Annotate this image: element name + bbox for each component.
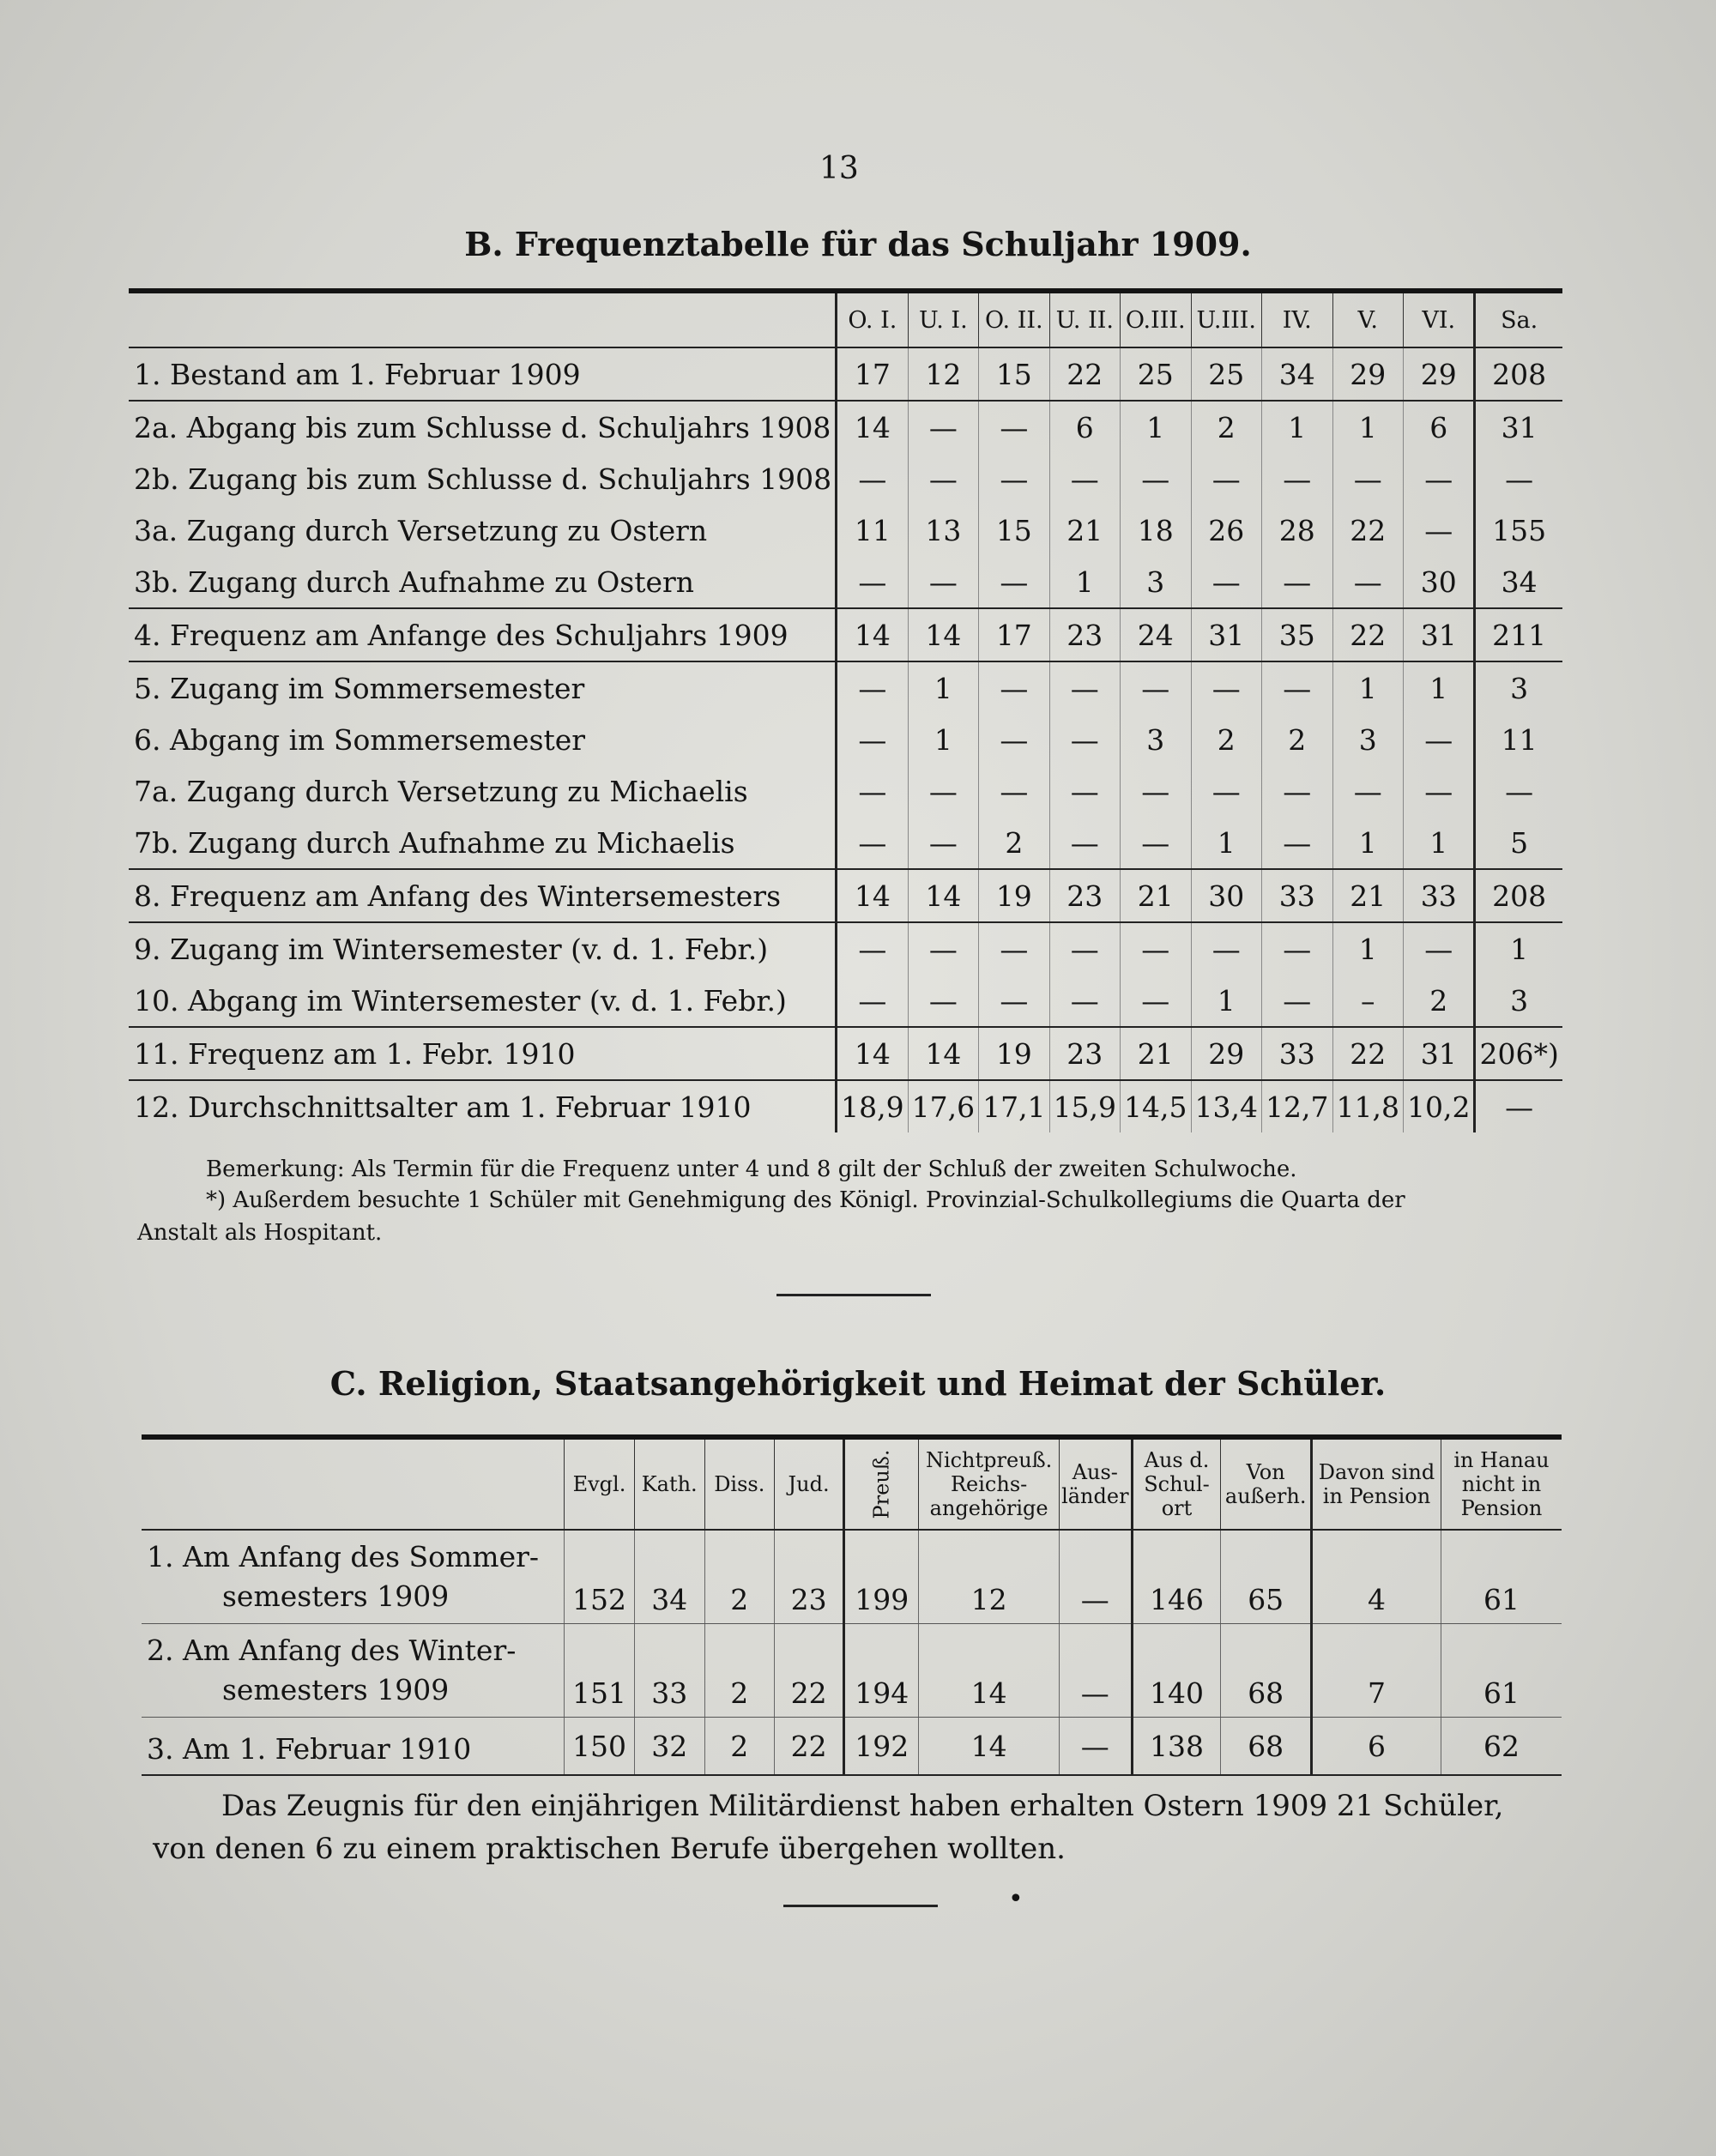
table-cell: 6 — [1311, 1718, 1441, 1776]
table-cell: 1 — [908, 661, 978, 714]
table-cell: 22 — [1049, 347, 1120, 401]
table-cell: — — [1060, 1530, 1132, 1624]
table-cell: — — [1121, 661, 1191, 714]
table-cell: 206*) — [1475, 1027, 1562, 1080]
table-row — [129, 347, 1562, 401]
table-row — [142, 1624, 1562, 1718]
table-cell: — — [1403, 453, 1474, 504]
table-cell: 34 — [634, 1530, 704, 1624]
table-cell: — — [1475, 453, 1562, 504]
row-label: 11. Frequenz am 1. Febr. 1910 — [129, 1027, 837, 1080]
table-cell: — — [1049, 817, 1120, 869]
table-cell: — — [908, 817, 978, 869]
table-cell: 25 — [1191, 347, 1261, 401]
table-cell: 17 — [979, 608, 1049, 661]
row-label: 8. Frequenz am Anfang des Wintersemesters — [129, 869, 837, 922]
table-cell: 21 — [1121, 1027, 1191, 1080]
table-cell: 12 — [908, 347, 978, 401]
table-cell: 14 — [908, 608, 978, 661]
table-cell: 1 — [1475, 922, 1562, 975]
table-cell: 150 — [565, 1718, 635, 1776]
table-cell: 138 — [1132, 1718, 1221, 1776]
row-label — [142, 1718, 565, 1776]
table-row — [129, 975, 1562, 1027]
table-cell: 22 — [774, 1624, 843, 1718]
column-header: Sa. — [1475, 291, 1562, 347]
table-cell: 152 — [565, 1530, 635, 1624]
table-cell: 1 — [1262, 401, 1332, 453]
table-cell: 21 — [1332, 869, 1403, 922]
table-cell: 19 — [979, 1027, 1049, 1080]
table-cell: — — [1049, 453, 1120, 504]
table-cell: — — [1332, 556, 1403, 608]
table-cell: 35 — [1262, 608, 1332, 661]
page-number: 13 — [819, 151, 859, 186]
table-cell: — — [1191, 765, 1261, 817]
table-cell: 34 — [1475, 556, 1562, 608]
table-cell: 11 — [837, 504, 908, 556]
table-row — [129, 1080, 1562, 1132]
row-label-line: semesters 1909 — [222, 1673, 450, 1706]
label-column-header — [142, 1437, 565, 1530]
table-cell: — — [1262, 765, 1332, 817]
row-label: 3a. Zugang durch Versetzung zu Ostern — [134, 513, 708, 547]
table-row — [129, 765, 1562, 817]
table-cell: 6 — [1403, 401, 1474, 453]
table-cell: — — [1049, 714, 1120, 765]
table-cell: 208 — [1475, 347, 1562, 401]
table-cell: 1 — [1332, 661, 1403, 714]
table-cell: — — [979, 975, 1049, 1027]
frequency-table — [129, 288, 1562, 1132]
table-cell: 3 — [1121, 714, 1191, 765]
remark-note: Bemerkung: Als Termin für die Frequenz unter 4 und 8 gilt der Schluß der zweiten Schulwoche. — [206, 1157, 1297, 1182]
table-cell: — — [1049, 661, 1120, 714]
table-row — [129, 869, 1562, 922]
table-cell: — — [908, 556, 978, 608]
table-cell: 23 — [774, 1530, 843, 1624]
table-cell: — — [908, 922, 978, 975]
table-cell: 1 — [1121, 401, 1191, 453]
closing-paragraph-line1: Das Zeugnis für den einjährigen Militärdienst haben erhalten Ostern 1909 21 Schüler, — [221, 1789, 1504, 1823]
table-cell: 10,2 — [1403, 1080, 1474, 1132]
table-cell: 23 — [1049, 608, 1120, 661]
table-cell: — — [837, 975, 908, 1027]
row-label: 6. Abgang im Sommersemester — [134, 722, 586, 757]
column-header: Evgl. — [565, 1437, 635, 1530]
table-cell: 28 — [1262, 504, 1332, 556]
table-cell: 30 — [1403, 556, 1474, 608]
table-cell: — — [1332, 453, 1403, 504]
column-header: O.III. — [1121, 291, 1191, 347]
column-header: Aus d. Schul-ort — [1132, 1437, 1221, 1530]
column-header: Davon sind in Pension — [1311, 1437, 1441, 1530]
table-cell: 23 — [1049, 869, 1120, 922]
column-header: U. II. — [1049, 291, 1120, 347]
table-cell: 11,8 — [1332, 1080, 1403, 1132]
table-row — [129, 453, 1562, 504]
table-cell: — — [979, 453, 1049, 504]
table-cell: — — [837, 817, 908, 869]
table-row — [142, 1530, 1562, 1624]
table-cell: 22 — [1332, 1027, 1403, 1080]
section-b-title: B. Frequenztabelle für das Schuljahr 1909. — [464, 225, 1252, 263]
column-header: Nichtpreuß. Reichs-angehörige — [919, 1437, 1060, 1530]
row-label: 9. Zugang im Wintersemester (v. d. 1. Febr.) — [134, 932, 769, 966]
row-label: 10. Abgang im Wintersemester (v. d. 1. Febr.) — [129, 975, 837, 1027]
table-cell: 2 — [1262, 714, 1332, 765]
table-cell: 14 — [908, 1027, 978, 1080]
table-cell: — — [1191, 661, 1261, 714]
table-cell: 155 — [1475, 504, 1562, 556]
table-cell: — — [1049, 975, 1120, 1027]
column-header: U.III. — [1191, 291, 1261, 347]
column-header: O. I. — [837, 291, 908, 347]
table-cell: 21 — [1121, 869, 1191, 922]
religion-table-header — [142, 1437, 1562, 1530]
table-cell: 18,9 — [837, 1080, 908, 1132]
table-cell: 65 — [1221, 1530, 1312, 1624]
table-cell: 30 — [1191, 869, 1261, 922]
section-c-title: C. Religion, Staatsangehörigkeit und Heimat der Schüler. — [329, 1364, 1387, 1403]
table-cell: — — [1262, 661, 1332, 714]
religion-table — [142, 1434, 1562, 1776]
frequency-table-header — [129, 291, 1562, 347]
row-label: 4. Frequenz am Anfange des Schuljahrs 1909 — [129, 608, 837, 661]
table-cell: — — [837, 661, 908, 714]
table-cell: — — [908, 401, 978, 453]
row-label: 1. Bestand am 1. Februar 1909 — [129, 347, 837, 401]
table-cell: — — [1121, 453, 1191, 504]
table-cell: — — [1191, 556, 1261, 608]
table-cell: 21 — [1049, 504, 1120, 556]
table-cell: 61 — [1441, 1530, 1562, 1624]
footer-mark: • — [1008, 1884, 1024, 1914]
column-header: IV. — [1262, 291, 1332, 347]
column-header: O. II. — [979, 291, 1049, 347]
column-header: Preuß. — [844, 1437, 919, 1530]
column-header: Diss. — [704, 1437, 774, 1530]
table-cell: 1 — [1049, 556, 1120, 608]
row-label: 7b. Zugang durch Aufnahme zu Michaelis — [129, 817, 837, 869]
table-cell: — — [1191, 922, 1261, 975]
table-cell: 140 — [1132, 1624, 1221, 1718]
table-cell: 34 — [1262, 347, 1332, 401]
table-cell: 22 — [1332, 608, 1403, 661]
row-label: 2b. Zugang bis zum Schlusse d. Schuljahrs 1908 — [134, 462, 832, 496]
row-label: 12. Durchschnittsalter am 1. Februar 1910 — [134, 1090, 752, 1124]
table-cell: 3 — [1475, 661, 1562, 714]
table-cell: 33 — [1262, 1027, 1332, 1080]
table-cell: — — [1403, 504, 1474, 556]
table-cell: — — [837, 453, 908, 504]
table-cell: 2 — [704, 1718, 774, 1776]
table-cell: — — [1475, 1080, 1562, 1132]
table-cell: 13 — [908, 504, 978, 556]
table-cell: — — [1262, 453, 1332, 504]
table-cell: 24 — [1121, 608, 1191, 661]
table-cell: — — [1262, 556, 1332, 608]
table-cell: — — [1060, 1718, 1132, 1776]
column-header: in Hanau nicht in Pension — [1441, 1437, 1562, 1530]
table-cell: 1 — [1403, 661, 1474, 714]
table-cell: 22 — [774, 1718, 843, 1776]
column-header: Von außerh. — [1221, 1437, 1312, 1530]
table-cell: 14 — [919, 1624, 1060, 1718]
table-cell: — — [1049, 765, 1120, 817]
row-label: 2a. Abgang bis zum Schlusse d. Schuljahrs 1908 — [134, 410, 831, 444]
table-cell: — — [979, 401, 1049, 453]
table-row — [129, 661, 1562, 714]
table-row — [129, 556, 1562, 608]
table-cell: 12,7 — [1262, 1080, 1332, 1132]
table-cell: — — [908, 453, 978, 504]
table-cell: — — [979, 922, 1049, 975]
footnote: *) Außerdem besuchte 1 Schüler mit Genehmigung des Königl. Provinzial-Schulkollegiums die Quarta der — [206, 1187, 1405, 1213]
table-cell: — — [1403, 922, 1474, 975]
column-header: V. — [1332, 291, 1403, 347]
table-cell: 1 — [1191, 817, 1261, 869]
table-cell: 15 — [979, 504, 1049, 556]
table-cell: — — [908, 765, 978, 817]
table-cell: 1 — [908, 714, 978, 765]
table-cell: 12 — [919, 1530, 1060, 1624]
table-cell: 1 — [1332, 817, 1403, 869]
table-cell: 14,5 — [1121, 1080, 1191, 1132]
table-cell: — — [979, 714, 1049, 765]
table-cell: 14 — [837, 1027, 908, 1080]
table-row — [129, 504, 1562, 556]
table-cell: 1 — [1403, 817, 1474, 869]
table-cell: — — [1332, 765, 1403, 817]
row-label: 7a. Zugang durch Versetzung zu Michaelis — [134, 774, 748, 808]
table-cell: 68 — [1221, 1624, 1312, 1718]
table-row — [129, 714, 1562, 765]
table-cell: 14 — [919, 1718, 1060, 1776]
table-cell: 2 — [1191, 714, 1261, 765]
table-cell: 62 — [1441, 1718, 1562, 1776]
table-cell: 208 — [1475, 869, 1562, 922]
table-row — [129, 401, 1562, 453]
footnote-continuation: Anstalt als Hospitant. — [137, 1220, 383, 1246]
section-divider — [776, 1294, 931, 1296]
table-cell: 23 — [1049, 1027, 1120, 1080]
table-cell: — — [1121, 922, 1191, 975]
table-cell: 33 — [1403, 869, 1474, 922]
table-cell: 1 — [1191, 975, 1261, 1027]
table-cell: 146 — [1132, 1530, 1221, 1624]
column-header: U. I. — [908, 291, 978, 347]
table-cell: 29 — [1403, 347, 1474, 401]
table-cell: 33 — [1262, 869, 1332, 922]
table-cell: 3 — [1332, 714, 1403, 765]
table-cell: — — [979, 661, 1049, 714]
table-cell: 32 — [634, 1718, 704, 1776]
table-cell: 31 — [1191, 608, 1261, 661]
end-divider — [783, 1905, 938, 1907]
table-row — [129, 608, 1562, 661]
table-cell: 2 — [1191, 401, 1261, 453]
row-label-line: semesters 1909 — [222, 1579, 450, 1613]
table-cell: 15,9 — [1049, 1080, 1120, 1132]
table-cell: — — [1121, 817, 1191, 869]
table-cell: 22 — [1332, 504, 1403, 556]
table-cell: 31 — [1403, 1027, 1474, 1080]
table-cell: 211 — [1475, 608, 1562, 661]
table-cell: 1 — [1332, 401, 1403, 453]
table-row — [129, 1027, 1562, 1080]
table-cell: — — [1049, 922, 1120, 975]
table-cell: — — [1191, 453, 1261, 504]
row-label: 3b. Zugang durch Aufnahme zu Ostern — [129, 556, 837, 608]
table-cell: 29 — [1191, 1027, 1261, 1080]
table-cell: — — [979, 765, 1049, 817]
table-row — [142, 1718, 1562, 1776]
table-cell: 15 — [979, 347, 1049, 401]
table-cell: 151 — [565, 1624, 635, 1718]
table-cell: — — [837, 714, 908, 765]
table-cell: – — [1332, 975, 1403, 1027]
table-cell: 3 — [1121, 556, 1191, 608]
table-cell: 17 — [837, 347, 908, 401]
table-cell: 192 — [844, 1718, 919, 1776]
table-cell: 26 — [1191, 504, 1261, 556]
table-cell: 2 — [1403, 975, 1474, 1027]
table-cell: 194 — [844, 1624, 919, 1718]
table-cell: — — [979, 556, 1049, 608]
row-label-line: 3. Am 1. Februar 1910 — [147, 1732, 472, 1766]
table-cell: — — [1262, 975, 1332, 1027]
table-cell: 31 — [1475, 401, 1562, 453]
table-cell: 19 — [979, 869, 1049, 922]
table-cell: — — [1121, 765, 1191, 817]
closing-paragraph-line2: von denen 6 zu einem praktischen Berufe übergehen wollten. — [153, 1832, 1066, 1866]
table-cell: 25 — [1121, 347, 1191, 401]
column-header: Aus-länder — [1060, 1437, 1132, 1530]
table-cell: 3 — [1475, 975, 1562, 1027]
column-header: Kath. — [634, 1437, 704, 1530]
table-cell: 2 — [704, 1624, 774, 1718]
table-row — [129, 922, 1562, 975]
table-cell: — — [1262, 817, 1332, 869]
table-cell: 1 — [1332, 922, 1403, 975]
label-column-header — [129, 291, 837, 347]
column-header: VI. — [1403, 291, 1474, 347]
table-cell: — — [1475, 765, 1562, 817]
row-label-line: 2. Am Anfang des Winter- — [147, 1634, 517, 1667]
table-cell: — — [1262, 922, 1332, 975]
table-cell: 5 — [1475, 817, 1562, 869]
table-cell: — — [837, 765, 908, 817]
table-cell: — — [908, 975, 978, 1027]
row-label — [142, 1624, 565, 1718]
table-cell: 199 — [844, 1530, 919, 1624]
table-cell: 14 — [908, 869, 978, 922]
row-label — [142, 1530, 565, 1624]
table-cell: — — [1403, 765, 1474, 817]
table-cell: 13,4 — [1191, 1080, 1261, 1132]
table-cell: — — [1060, 1624, 1132, 1718]
table-cell: 6 — [1049, 401, 1120, 453]
table-cell: — — [837, 556, 908, 608]
column-header: Jud. — [774, 1437, 843, 1530]
table-cell: 14 — [837, 401, 908, 453]
table-cell: 17,6 — [908, 1080, 978, 1132]
table-cell: 14 — [837, 869, 908, 922]
table-cell: 4 — [1311, 1530, 1441, 1624]
table-cell: 2 — [704, 1530, 774, 1624]
table-cell: 33 — [634, 1624, 704, 1718]
table-cell: 17,1 — [979, 1080, 1049, 1132]
row-label-line: 1. Am Anfang des Sommer- — [147, 1540, 540, 1573]
table-cell: 11 — [1475, 714, 1562, 765]
table-cell: 29 — [1332, 347, 1403, 401]
table-cell: 61 — [1441, 1624, 1562, 1718]
table-cell: — — [1121, 975, 1191, 1027]
table-cell: 7 — [1311, 1624, 1441, 1718]
row-label: 5. Zugang im Sommersemester — [134, 671, 585, 705]
table-row — [129, 817, 1562, 869]
table-cell: 14 — [837, 608, 908, 661]
table-cell: — — [837, 922, 908, 975]
table-cell: 68 — [1221, 1718, 1312, 1776]
table-cell: — — [1403, 714, 1474, 765]
table-cell: 18 — [1121, 504, 1191, 556]
table-cell: 2 — [979, 817, 1049, 869]
table-cell: 31 — [1403, 608, 1474, 661]
